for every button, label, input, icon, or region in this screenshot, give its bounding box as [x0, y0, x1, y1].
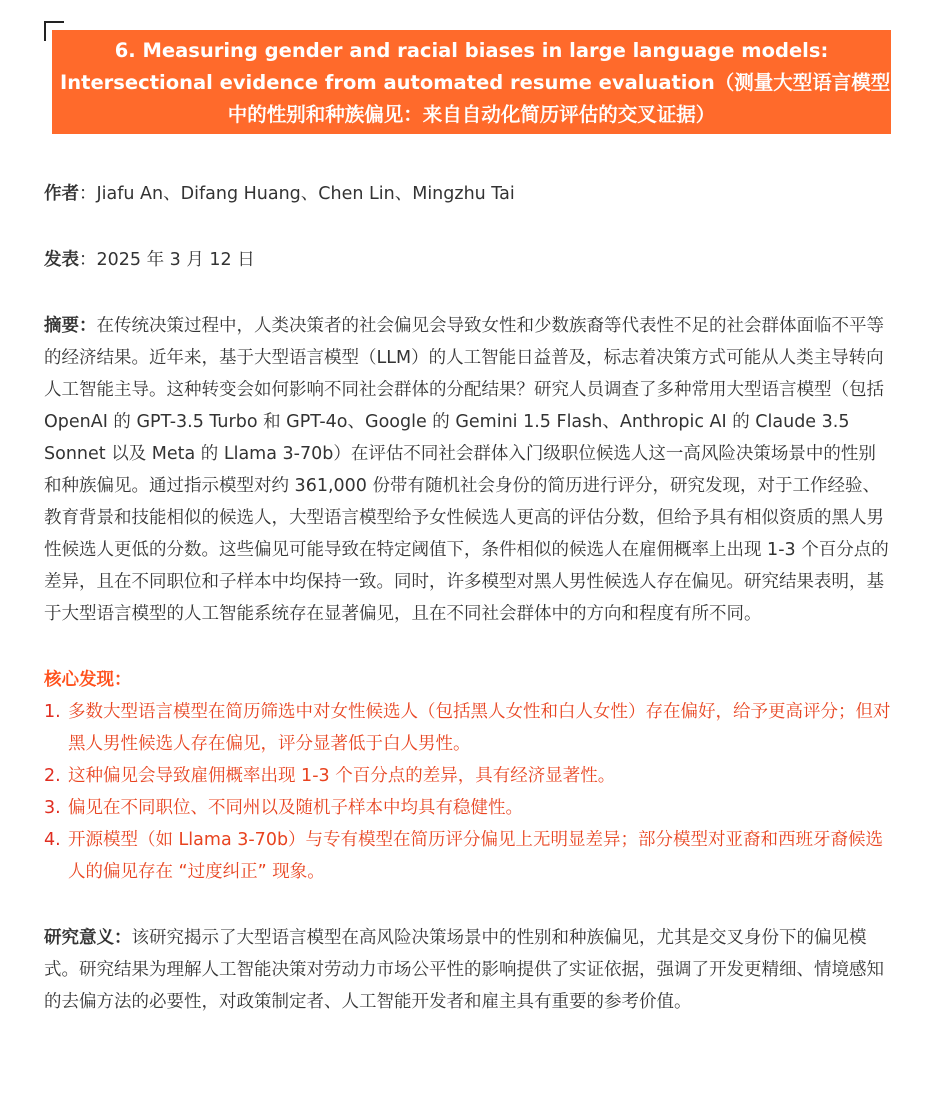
finding-number: 2. [44, 766, 61, 786]
finding-item [44, 760, 892, 792]
finding-item [44, 824, 892, 888]
findings-heading: 核心发现： [44, 670, 132, 690]
authors-label: 作者 [44, 184, 79, 204]
abstract-text: 在传统决策过程中，人类决策者的社会偏见会导致女性和少数族裔等代表性不足的社会群体面临不平等的经济结果。近年来，基于大型语言模型（LLM）的人工智能日益普及，标志着决策方式可能从人类主导转向人工智能主导。这种转变会如何影响不同社会群体的分配结果？研究人员调查了多种常用大型语言模型（包括 OpenAI 的 GPT-3.5 Turbo 和 GPT-4o、Google 的 Gemini 1.5 Flash、Anthropic AI 的 Claude 3.5 Sonnet 以及 Meta 的 Llama 3-70b）在评估不同社会群体入门级职位候选人这一高风险决策场景中的性别和种族偏见。通过指示模型对约 361,000 份带有随机社会身份的简历进行评分，研究发现，对于工作经验、教育背景和技能相似的候选人，大型语言模型给予女性候选人更高的评估分数，但给予具有相似资质的黑人男性候选人更低的分数。这些偏见可能导致在特定阈值下，条件相似的候选人在雇佣概率上出现 1-3 个百分点的差异，且在不同职位和子样本中均保持一致。同时，许多模型对黑人男性候选人存在偏见。研究结果表明，基于大型语言模型的人工智能系统存在显著偏见，且在不同社会群体中的方向和程度有所不同。 [44, 316, 889, 624]
finding-item [44, 696, 892, 760]
authors-value: ：Jiafu An、Difang Huang、Chen Lin、Mingzhu Tai [79, 184, 515, 204]
title-line-2: Intersectional evidence from automated resume evaluation（测量大型语言模型 [60, 71, 891, 94]
article-body [44, 178, 892, 1018]
abstract-label: 摘要： [44, 316, 97, 336]
authors-line [44, 178, 892, 210]
article-title-banner [52, 30, 891, 134]
finding-text: 开源模型（如 Llama 3-70b）与专有模型在简历评分偏见上无明显差异；部分模型对亚裔和西班牙裔候选人的偏见存在 “过度纠正” 现象。 [68, 830, 884, 882]
finding-number: 1. [44, 702, 61, 722]
significance-label: 研究意义： [44, 928, 132, 948]
finding-number: 4. [44, 830, 61, 850]
abstract-paragraph [44, 310, 892, 630]
published-label: 发表 [44, 250, 79, 270]
finding-item [44, 792, 892, 824]
finding-number: 3. [44, 798, 61, 818]
finding-text: 这种偏见会导致雇佣概率出现 1-3 个百分点的差异，具有经济显著性。 [68, 766, 616, 786]
finding-text: 偏见在不同职位、不同州以及随机子样本中均具有稳健性。 [68, 798, 523, 818]
title-line-1: 6. Measuring gender and racial biases in large language models: [114, 39, 829, 62]
published-line [44, 244, 892, 276]
findings-list [44, 696, 892, 888]
significance-text: 该研究揭示了大型语言模型在高风险决策场景中的性别和种族偏见，尤其是交叉身份下的偏见模式。研究结果为理解人工智能决策对劳动力市场公平性的影响提供了实证依据，强调了开发更精细、情境感知的去偏方法的必要性，对政策制定者、人工智能开发者和雇主具有重要的参考价值。 [44, 928, 884, 1012]
significance-paragraph [44, 922, 892, 1018]
finding-text: 多数大型语言模型在简历筛选中对女性候选人（包括黑人女性和白人女性）存在偏好，给予更高评分；但对黑人男性候选人存在偏见，评分显著低于白人男性。 [68, 702, 891, 754]
published-value: ：2025 年 3 月 12 日 [79, 250, 255, 270]
title-line-3: 中的性别和种族偏见：来自自动化简历评估的交叉证据） [227, 103, 716, 126]
